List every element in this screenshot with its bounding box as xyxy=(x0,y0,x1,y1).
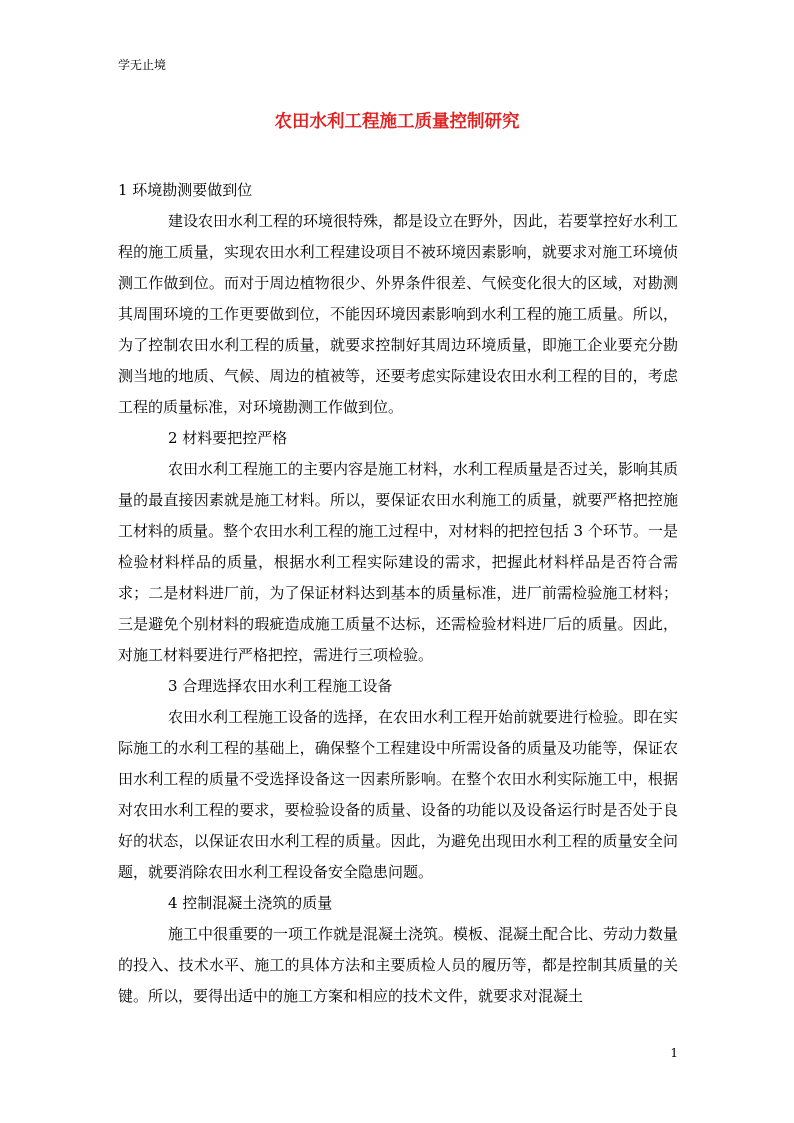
document-body xyxy=(118,175,678,1012)
page-number: 1 xyxy=(670,1046,678,1060)
header-note: 学无止境 xyxy=(118,58,167,72)
section-paragraph-1: 建设农田水利工程的环境很特殊，都是设立在野外，因此，若要掌控好水利工程的施工质量，实现农田水利工程建设项目不被环境因素影响，就要求对施工环境侦测工作做到位。而对于周边植物很少、外界条件很差、气候变化很大的区域，对勘测其周围环境的工作更要做到位，不能因环境因素影响到水利工程的施工质量。所以，为了控制农田水利工程的质量，就要求控制好其周边环境质量，即施工企业要充分勘测当地的地质、气候、周边的植被等，还要考虑实际建设农田水利工程的目的，考虑工程的质量标准，对环境勘测工作做到位。 xyxy=(118,212,679,416)
section-heading-3: 3 合理选择农田水利工程施工设备 xyxy=(168,677,393,695)
section-heading-2: 2 材料要把控严格 xyxy=(168,429,288,447)
section-paragraph-4: 施工中很重要的一项工作就是混凝土浇筑。模板、混凝土配合比、劳动力数量的投入、技术水平、施工的具体方法和主要质检人员的履历等，都是控制其质量的关键。所以，要得出适中的施工方案和相应的技术文件，就要求对混凝土 xyxy=(118,925,679,1005)
section-heading-4: 4 控制混凝土浇筑的质量 xyxy=(168,894,333,912)
section-paragraph-2: 农田水利工程施工的主要内容是施工材料，水利工程质量是否过关，影响其质量的最直接因素就是施工材料。所以，要保证农田水利施工的质量，就要严格把控施工材料的质量。整个农田水利工程的施工过程中，对材料的把控包括 3 个环节。一是检验材料样品的质量，根据水利工程实际建设的需求，把握此材料样品是否符合需求；二是材料进厂前，为了保证材料达到基本的质量标准，进厂前需检验施工材料；三是避免个别材料的瑕疵造成施工质量不达标，还需检验材料进厂后的质量。因此，对施工材料要进行严格把控，需进行三项检验。 xyxy=(118,460,679,664)
section-heading-1: 1 环境勘测要做到位 xyxy=(118,181,253,199)
section-paragraph-3: 农田水利工程施工设备的选择，在农田水利工程开始前就要进行检验。即在实际施工的水利工程的基础上，确保整个工程建设中所需设备的质量及功能等，保证农田水利工程的质量不受选择设备这一因素所影响。在整个农田水利实际施工中，根据对农田水利工程的要求，要检验设备的质量、设备的功能以及设备运行时是否处于良好的状态，以保证农田水利工程的质量。因此，为避免出现田水利工程的质量安全问题，就要消除农田水利工程设备安全隐患问题。 xyxy=(118,708,679,881)
document-title: 农田水利工程施工质量控制研究 xyxy=(274,112,520,132)
